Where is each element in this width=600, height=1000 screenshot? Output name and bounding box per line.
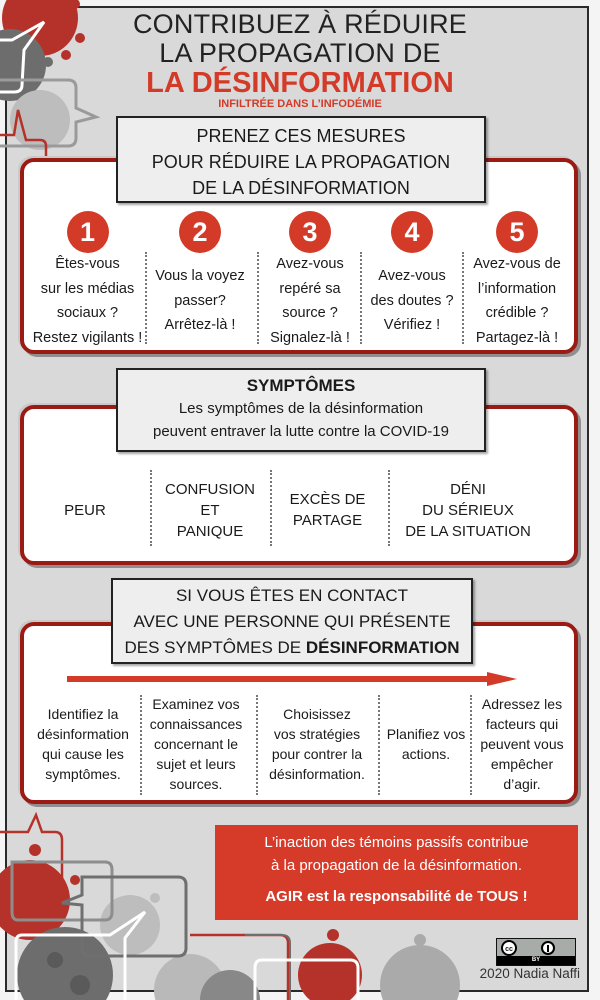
action-step (142, 690, 250, 798)
action-text-line: vos stratégies (273, 726, 361, 742)
contact-header-line: SI VOUS ÊTES EN CONTACT (175, 586, 409, 605)
action-text-line: désinformation (37, 726, 129, 742)
dotted-divider (257, 252, 259, 344)
symptoms-header (116, 368, 486, 452)
symptom-item (270, 470, 385, 550)
action-text-line: désinformation. (269, 766, 365, 782)
contact-header (111, 578, 473, 664)
dotted-divider (256, 695, 258, 795)
symptom-text-line: PARTAGE (292, 512, 363, 529)
step-text-line: Avez-vous (378, 268, 446, 285)
measures-header-line: POUR RÉDUIRE LA PROPAGATION (151, 152, 451, 172)
step-number-badge: 4 (391, 211, 433, 253)
dotted-divider (150, 470, 152, 546)
creative-commons-icon: cc (501, 940, 517, 956)
callout-line: L’inaction des témoins passifs contribue (264, 834, 529, 851)
dotted-divider (462, 252, 464, 344)
step-text (462, 254, 572, 348)
action-text-line: peuvent vous (480, 736, 564, 752)
symptom-text-line: DU SÉRIEUX (422, 501, 514, 519)
action-text-line: actions. (401, 746, 451, 762)
action-text-line: empêcher (490, 756, 554, 772)
measures-header (116, 116, 486, 203)
contact-header-bold: DÉSINFORMATION (305, 638, 460, 657)
action-text-line: sujet et leurs (156, 756, 236, 772)
step-text (258, 254, 362, 348)
symptom-text-line: ET (200, 501, 220, 519)
dotted-divider (470, 695, 472, 795)
action-text-line: symptômes. (45, 766, 121, 782)
dotted-divider (140, 695, 142, 795)
step-text-line: Vous la voyez (155, 268, 245, 285)
license-by-label: BY (497, 956, 575, 965)
symptom-item (388, 470, 548, 550)
step-text-line: Partagez-là ! (475, 329, 559, 346)
step-text-line: Arrêtez-là ! (164, 317, 236, 334)
action-text-line: facteurs qui (485, 716, 559, 732)
title-line-3: LA DÉSINFORMATION (146, 67, 454, 99)
step-text (145, 254, 255, 348)
title-block (120, 10, 480, 110)
contact-header-prefix: DES SYMPTÔMES DE (124, 638, 306, 657)
dotted-divider (145, 252, 147, 344)
measures-header-line: DE LA DÉSINFORMATION (192, 178, 410, 198)
action-text-line: Identifiez la (47, 706, 119, 722)
symptom-text-line: PANIQUE (176, 522, 244, 540)
step-text-line: des doutes ? (370, 292, 454, 309)
step-number-badge: 1 (67, 211, 109, 253)
step-text-line: crédible ? (485, 305, 549, 321)
step-text-line: sur les médias (40, 280, 135, 297)
action-step (28, 690, 138, 798)
dotted-divider (378, 695, 380, 795)
symptom-text-line: EXCÈS DE (289, 491, 366, 508)
step-number-badge: 3 (289, 211, 331, 253)
step-text-line: Restez vigilants ! (32, 329, 143, 346)
title-line-2: LA PROPAGATION DE (159, 38, 441, 68)
step-text-line: Avez-vous (276, 256, 344, 272)
contact-header-line (113, 635, 471, 661)
author-credit: 2020 Nadia Naffi (479, 966, 580, 981)
symptoms-title: SYMPTÔMES (246, 376, 356, 395)
call-to-action-box (215, 825, 578, 920)
action-text-line: concernant le (153, 736, 239, 752)
step-text-line: Avez-vous de (473, 256, 561, 272)
dotted-divider (388, 470, 390, 546)
step-text-line: Signalez-là ! (270, 329, 350, 346)
measures-header-line: PRENEZ CES MESURES (196, 126, 406, 146)
action-text-line: connaissances (149, 716, 243, 732)
step-text-line: source ? (282, 305, 338, 321)
step-text-line: repéré sa (279, 280, 341, 297)
action-step (258, 690, 376, 798)
dotted-divider (270, 470, 272, 546)
symptom-text-line: CONFUSION (165, 480, 255, 498)
cc-by-license-badge (496, 938, 576, 966)
symptom-text-line: DE LA SITUATION (405, 522, 531, 540)
step-text (362, 254, 462, 348)
attribution-icon (541, 941, 555, 955)
action-text-line: Choisissez (283, 706, 351, 722)
symptom-text-line: DÉNI (450, 480, 486, 498)
title-subtitle: INFILTRÉE DANS L’INFODÉMIE (218, 98, 382, 110)
action-text-line: Planifiez vos (386, 726, 466, 742)
step-number-badge: 5 (496, 211, 538, 253)
symptom-text-line: PEUR (64, 501, 106, 519)
symptom-item (152, 470, 268, 550)
callout-line: à la propagation de la désinformation. (270, 857, 522, 874)
step-text-line: sociaux ? (56, 305, 119, 321)
symptoms-description-line: peuvent entraver la lutte contre la COVID-19 (153, 423, 449, 440)
action-text-line: qui cause les (42, 746, 124, 762)
action-text-line: sources. (169, 776, 223, 792)
action-text-line: d’agir. (503, 776, 541, 792)
step-text (30, 254, 145, 348)
symptoms-description-line: Les symptômes de la désinformation (178, 400, 424, 417)
action-step (380, 690, 472, 798)
dotted-divider (360, 252, 362, 344)
contact-header-line: AVEC UNE PERSONNE QUI PRÉSENTE (133, 612, 451, 631)
step-number-badge: 2 (179, 211, 221, 253)
action-text-line: pour contrer la (271, 746, 363, 762)
title-line-1: CONTRIBUEZ À RÉDUIRE (132, 9, 468, 39)
step-text-line: l’information (477, 280, 557, 297)
callout-emphasis: AGIR est la responsabilité de TOUS ! (265, 888, 528, 905)
step-text-line: Vérifiez ! (383, 317, 441, 334)
action-text-line: Examinez vos (152, 696, 240, 712)
action-step (472, 690, 572, 798)
step-text-line: Êtes-vous (55, 256, 120, 272)
progress-arrow-icon (67, 672, 517, 686)
action-text-line: Adressez les (481, 696, 563, 712)
symptom-item (40, 470, 130, 550)
step-text-line: passer? (174, 292, 226, 309)
